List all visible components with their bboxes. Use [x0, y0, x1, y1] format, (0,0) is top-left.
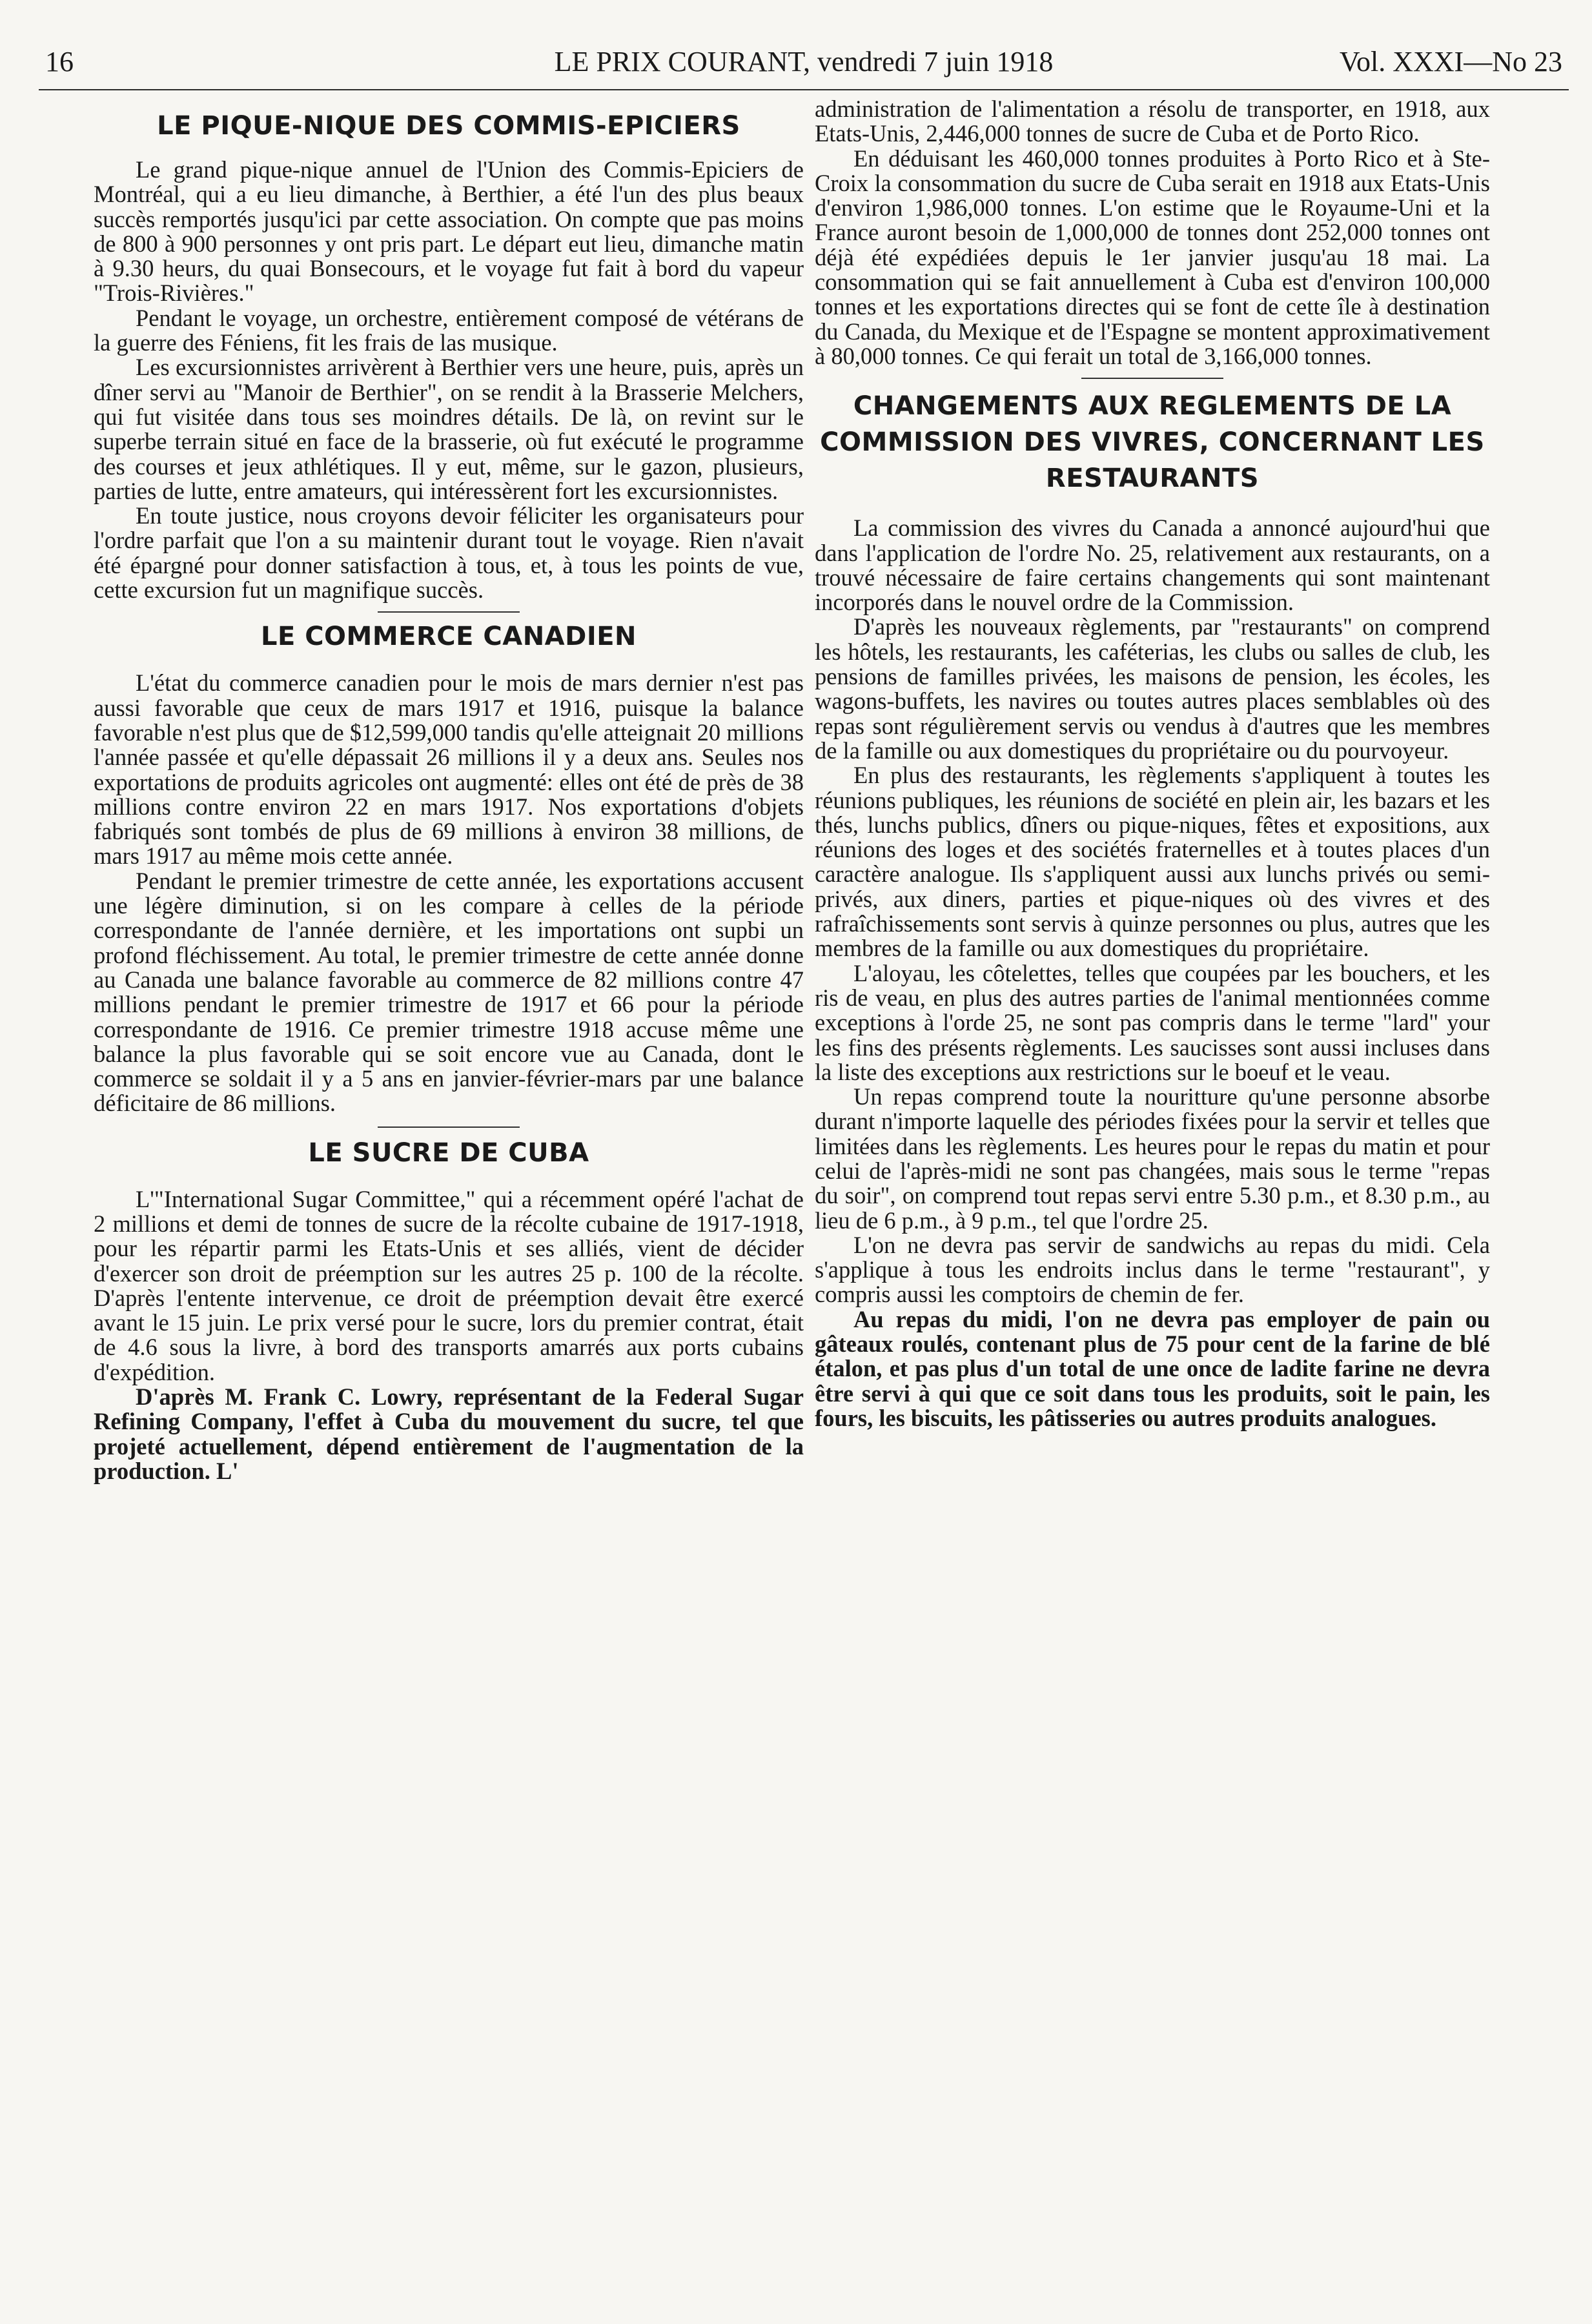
article-paragraph: Le grand pique-nique annuel de l'Union des Commis-Epiciers de Montréal, qui a eu lieu dimanche, à Berthier, a été l'un des plus beaux succès remportés jusqu'ici par cette association. On compte que pas moins de 800 à 900 personnes y ont pris part. Le départ eut lieu, dimanche matin à 9.30 heurs, du quai Bonsecours, et le voyage fut fait à bord du vapeur "Trois-Rivières.": [94, 156, 804, 307]
article-paragraph: L'état du commerce canadien pour le mois de mars dernier n'est pas aussi favorable que ceux de mars 1917 et 1916, puisque la balance favorable n'est plus que de $12,599,000 tandis qu'elle atteignait 20 millions l'année passée et qu'elle dépassait 26 millions il y a deux ans. Seules nos exportations de produits agricoles ont augmenté: elles ont été de près de 38 millions contre environ 22 en mars 1917. Nos exportations d'objets fabriqués sont tombés de plus de 69 millions à environ 38 millions, de mars 1917 au même mois cette année.: [94, 669, 804, 870]
left-column: [94, 97, 804, 1483]
article-paragraph: En toute justice, nous croyons devoir féliciter les organisateurs pour l'ordre parfait que l'on a su maintenir durant tout le voyage. Rien n'avait été épargné pour donner satisfaction à tous, et, à tous les points de vue, cette excursion fut un magnifique succès.: [94, 502, 804, 604]
article-paragraph: L'on ne devra pas servir de sandwichs au repas du midi. Cela s'applique à tous les endroits inclus dans le terme "restaurant", y compris aussi les comptoirs de chemin de fer.: [815, 1231, 1490, 1308]
article-title-commerce: LE COMMERCE CANADIEN: [260, 622, 637, 652]
article-paragraph: En plus des restaurants, les règlements s'appliquent à toutes les réunions publiques, les réunions de société en plein air, les bazars et les thés, lunchs publics, dîners ou pique-niques, fêtes et expositions, aux réunions des loges et des sociétés fraternelles et à toutes places d'un caractère analogue. Ils s'appliquent aussi aux lunchs privés ou semi-privés, aux diners, parties et pique-niques où des vivres et des rafraîchissements sont servis à quinze personnes ou plus, autres que les membres de la famille ou aux domestiques du propriétaire.: [815, 762, 1490, 962]
volume-number: Vol. XXXI—No 23: [1339, 46, 1562, 77]
article-title-reglements: CHANGEMENTS AUX REGLEMENTS DE LA COMMISSION DES VIVRES, CONCERNANT LES RESTAURANTS: [820, 391, 1485, 494]
section-divider: [378, 611, 520, 613]
article-paragraph: Un repas comprend toute la nouritture qu'une personne absorbe durant n'importe laquelle des périodes fixées pour la servir et telles que limitées dans les règlements. Les heures pour le repas du matin et pour celui de l'après-midi ne sont pas changées, mais sous le terme "repas du soir", on comprend tout repas servi entre 5.30 p.m., et 8.30 p.m., au lieu de 6 p.m., à 9 p.m., tel que l'ordre 25.: [815, 1083, 1490, 1234]
section-divider: [378, 1126, 520, 1128]
article-paragraph: En déduisant les 460,000 tonnes produites à Porto Rico et à Ste-Croix la consommation du sucre de Cuba serait en 1918 aux Etats-Unis d'environ 1,986,000 tonnes. L'on estime que le Royaume-Uni et la France auront besoin de 1,000,000 de tonnes dont 252,000 tonnes ont déjà été expédiées depuis le 1er janvier jusqu'au 18 mai. La consommation qui se fait annuellement à Cuba est d'environ 100,000 tonnes et les exportations directes qui se font de cette île à destination du Canada, du Mexique et de l'Espagne se montent approximativement à 80,000 tonnes. Ce qui ferait un total de 3,166,000 tonnes.: [815, 145, 1490, 369]
publication-title: LE PRIX COURANT, vendredi 7 juin 1918: [554, 46, 1054, 77]
article-paragraph: La commission des vivres du Canada a annoncé aujourd'hui que dans l'application de l'ordre No. 25, relativement aux restaurants, on a trouvé nécessaire de faire certains changements qui sont maintenant incorporés dans le nouvel ordre de la Commission.: [815, 515, 1490, 616]
article-paragraph: Pendant le premier trimestre de cette année, les exportations accusent une légère diminution, si on les compare à celles de la période correspondante de l'année dernière, et les importations ont supbi un profond fléchissement. Au total, le premier trimestre de cette année donne au Canada une balance favorable au commerce de 82 millions contre 47 millions pendant le premier trimestre de 1917 et 66 pour la période correspondante de 1916. Ce premier trimestre 1918 accuse même une balance la plus favorable qui se soit encore vue au Canada, dont le commerce se soldait il y a 5 ans en janvier-février-mars par une balance déficitaire de 86 millions.: [94, 867, 804, 1117]
article-paragraph: D'après les nouveaux règlements, par "restaurants" on comprend les hôtels, les restaurants, les caféterias, les clubs ou salles de club, les pensions de familles privées, les maisons de pension, les écoles, les wagons-buffets, les navires ou toutes autres places semblables où des repas sont régulièrement servis ou vendus à d'autres que les membres de la famille ou aux domestiques du propriétaire ou du pourvoyeur.: [815, 613, 1490, 764]
right-column: [815, 97, 1490, 1431]
page-header: [39, 45, 1569, 90]
article-paragraph: Au repas du midi, l'on ne devra pas employer de pain ou gâteaux roulés, contenant plus de 75 pour cent de la farine de blé étalon, et pas plus d'un total de une once de ladite farine ne devra être servi à qui que ce soit dans tous les produits, soit le pain, les fours, les biscuits, les pâtisseries ou autres produits analogues.: [815, 1305, 1490, 1431]
article-paragraph: Les excursionnistes arrivèrent à Berthier vers une heure, puis, après un dîner servi au "Manoir de Berthier", on se rendit à la Brasserie Melchers, qui fut visitée dans tous ses moindres détails. De là, on revint sur le superbe terrain situé en face de la brasserie, où fut exécuté le programme des courses et jeux athlétiques. Il y eut, même, sur le gazon, plusieurs, parties de lutte, entre amateurs, qui intéressèrent fort les excursionnistes.: [94, 354, 804, 504]
article-paragraph: L'"International Sugar Committee," qui a récemment opéré l'achat de 2 millions et demi de tonnes de sucre de la récolte cubaine de 1917-1918, pour les répartir parmi les Etats-Unis et ses alliés, vient de décider d'exercer son droit de préemption sur les autres 25 p. 100 de la récolte. D'après l'entente intervenue, ce droit de préemption devait être exercé avant le 15 juin. Le prix versé pour le sucre, lors du premier contrat, était de 4.6 sous la livre, à bord des transports amarrés aux ports cubains d'expédition.: [94, 1185, 804, 1385]
article-paragraph: L'aloyau, les côtelettes, telles que coupées par les bouchers, et les ris de veau, en plus des autres parties de l'animal mentionnées comme exceptions à l'orde 25, ne sont pas compris dans le terme "lard" your les fins des présents règlements. Les saucisses sont aussi incluses dans la liste des exceptions aux restrictions sur le boeuf et le veau.: [815, 959, 1490, 1085]
section-divider: [1081, 378, 1223, 379]
article-paragraph: D'après M. Frank C. Lowry, représentant de la Federal Sugar Refining Company, l'effet à Cuba du mouvement du sucre, tel que projeté actuellement, dépend entièrement de l'augmentation de la production. L': [94, 1383, 804, 1484]
article-title-sucre: LE SUCRE DE CUBA: [308, 1137, 589, 1168]
page-number: 16: [45, 46, 74, 77]
article-paragraph: Pendant le voyage, un orchestre, entièrement composé de vétérans de la guerre des Féniens, fit les frais de las musique.: [94, 304, 804, 356]
article-title-piquenique: LE PIQUE-NIQUE DES COMMIS-EPICIERS: [157, 111, 740, 141]
article-continuation: administration de l'alimentation a résolu de transporter, en 1918, aux Etats-Unis, 2,446,000 tonnes de sucre de Cuba et de Porto Rico.: [815, 96, 1490, 147]
header-rule: [39, 89, 1569, 90]
